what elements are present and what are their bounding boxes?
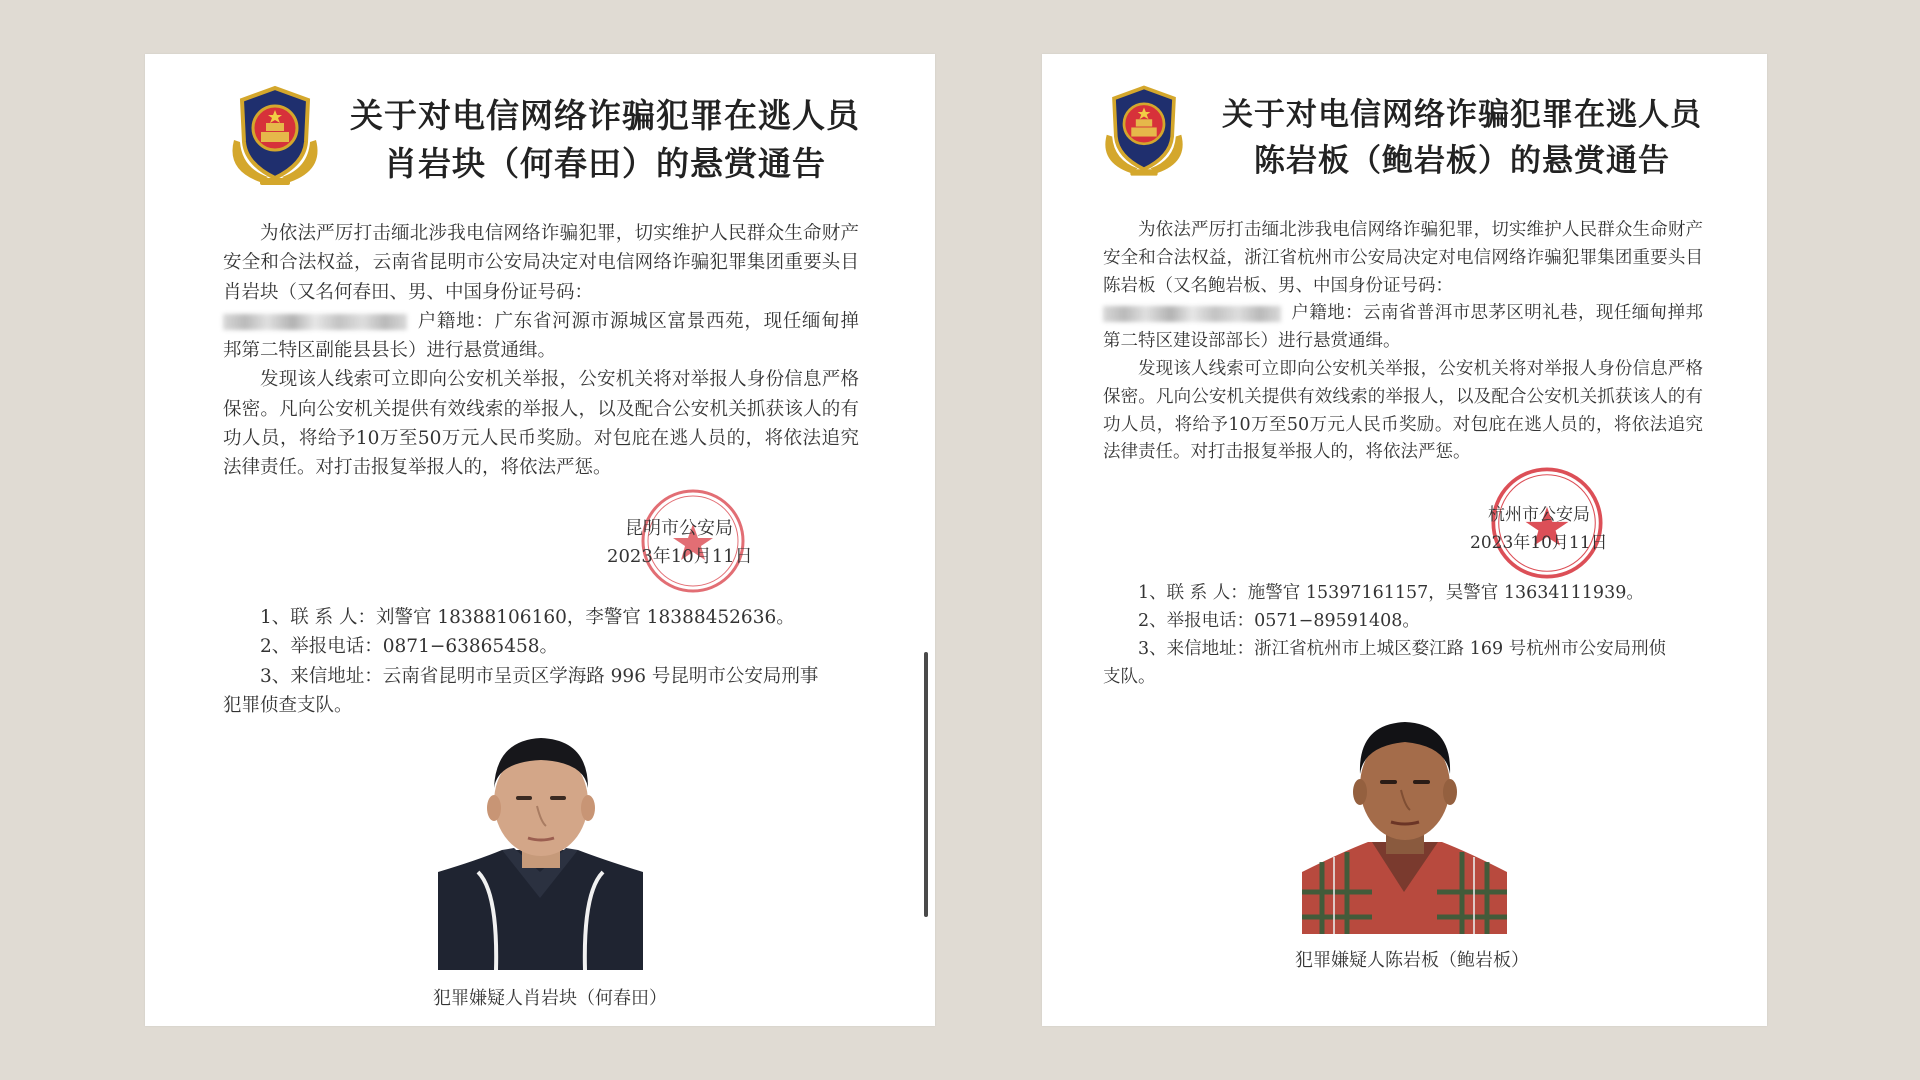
notice-body [223, 219, 859, 483]
scrollbar-thumb[interactable] [924, 652, 928, 917]
suspect-photo [1302, 702, 1507, 934]
paragraph-2: 发现该人线索可立即向公安机关举报，公安机关将对举报人身份信息严格保密。凡向公安机关提供有效线索的举报人，以及配合公安机关抓获该人的有功人员，将给予10万至50万元人民币奖励。对包庇在逃人员的，将依法追究法律责任。对打击报复举报人的，将依法严惩。 [223, 369, 859, 479]
title-line-2: 陈岩板（鲍岩板）的悬赏通告 [1254, 143, 1670, 179]
issuer: 杭州市公安局 [1488, 505, 1590, 525]
contact-info [223, 603, 859, 720]
contact-person: 1、联 系 人：刘警官 18388106160，李警官 18388452636。 [260, 607, 795, 628]
notice-title [1202, 92, 1722, 184]
paragraph-1 [1103, 217, 1703, 356]
issuer: 昆明市公安局 [625, 518, 733, 539]
contact-info [1103, 579, 1703, 691]
issue-date: 2023年10月11日 [607, 546, 753, 567]
photo-caption: 犯罪嫌疑人陈岩板（鲍岩板） [1295, 950, 1529, 971]
contact-person: 1、联 系 人：施警官 15397161157，吴警官 13634111939。 [1138, 583, 1644, 603]
reward-notice-right [1042, 54, 1767, 1026]
police-emblem-icon [220, 82, 330, 192]
paragraph-1-text: 为依法严厉打击缅北涉我电信网络诈骗犯罪，切实维护人民群众生命财产安全和合法权益，浙江省杭州市公安局决定对电信网络诈骗犯罪集团重要头目陈岩板（又名鲍岩板、男、中国身份证号码： [1103, 220, 1703, 296]
paragraph-1-text: 为依法严厉打击缅北涉我电信网络诈骗犯罪，切实维护人民群众生命财产安全和合法权益，云南省昆明市公安局决定对电信网络诈骗犯罪集团重要头目肖岩块（又名何春田、男、中国身份证号码： [223, 223, 859, 303]
paragraph-1-text-cont: 户籍地：云南省普洱市思茅区明礼巷，现任缅甸掸邦第二特区建设部部长）进行悬赏通缉。 [1103, 303, 1703, 352]
title-line-1: 关于对电信网络诈骗犯罪在逃人员 [350, 96, 860, 135]
notice-body [1103, 217, 1703, 467]
title-line-2: 肖岩块（何春田）的悬赏通告 [384, 144, 826, 183]
mailing-address-cont: 支队。 [1103, 667, 1156, 687]
police-emblem-icon [1094, 82, 1194, 182]
suspect-photo [438, 722, 643, 970]
paragraph-1-text-cont: 户籍地：广东省河源市源城区富景西苑，现任缅甸掸邦第二特区副能县县长）进行悬赏通缉。 [223, 310, 859, 362]
redacted-id-number [223, 314, 407, 330]
report-phone: 2、举报电话：0571−89591408。 [1138, 611, 1420, 631]
report-phone: 2、举报电话：0871−63865458。 [260, 636, 559, 658]
paragraph-1 [223, 219, 859, 365]
paragraph-2: 发现该人线索可立即向公安机关举报，公安机关将对举报人身份信息严格保密。凡向公安机关提供有效线索的举报人，以及配合公安机关抓获该人的有功人员，将给予10万至50万元人民币奖励。对包庇在逃人员的，将依法追究法律责任。对打击报复举报人的，将依法严惩。 [1103, 358, 1703, 463]
official-stamp [638, 486, 748, 596]
redacted-id-number [1103, 306, 1281, 322]
mailing-address: 3、来信地址：浙江省杭州市上城区婺江路 169 号杭州市公安局刑侦 [1138, 639, 1667, 659]
mailing-address: 3、来信地址：云南省昆明市呈贡区学海路 996 号昆明市公安局刑事 [260, 665, 819, 687]
title-line-1: 关于对电信网络诈骗犯罪在逃人员 [1222, 97, 1702, 133]
issue-date: 2023年10月11日 [1470, 533, 1608, 553]
photo-caption: 犯罪嫌疑人肖岩块（何春田） [433, 988, 667, 1009]
notice-title [325, 92, 885, 188]
reward-notice-left [145, 54, 935, 1026]
mailing-address-cont: 犯罪侦查支队。 [223, 694, 353, 716]
